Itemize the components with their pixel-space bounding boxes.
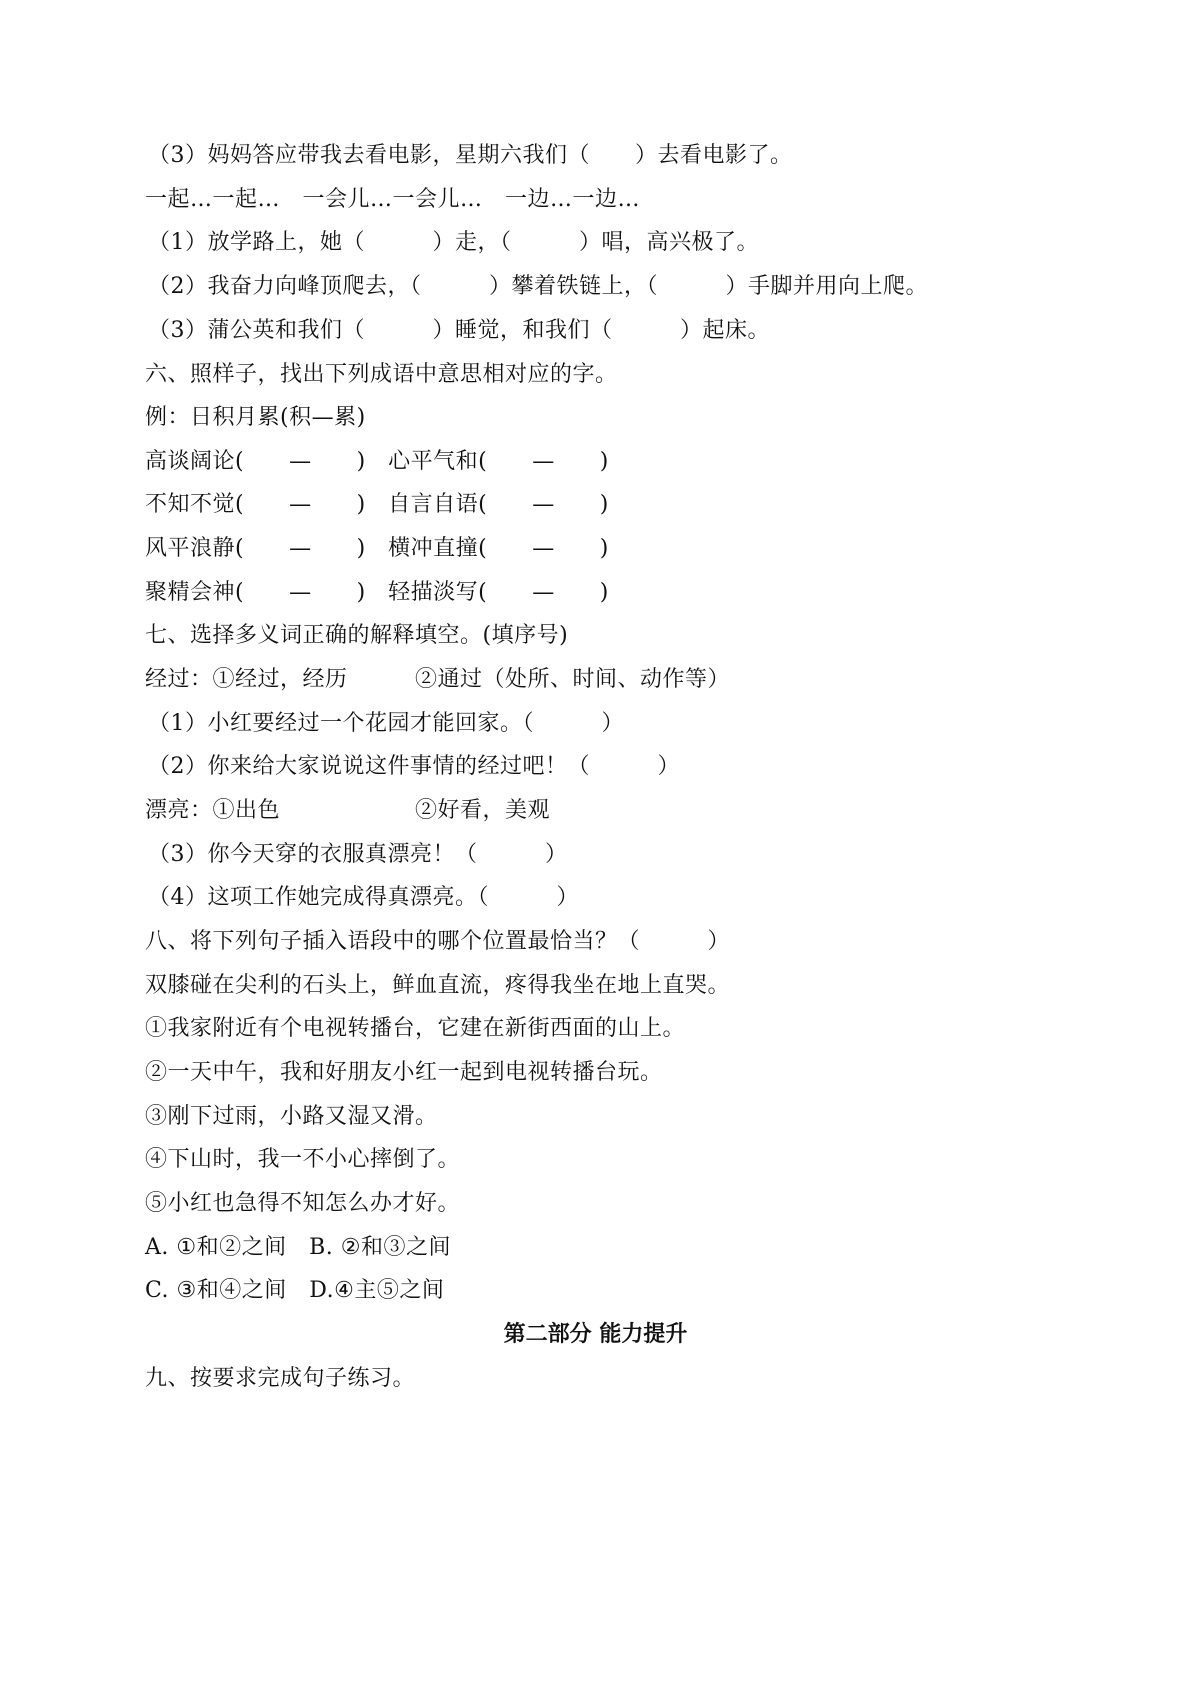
idiom-row: 不知不觉( — ) 自言自语( — ) — [145, 492, 609, 517]
section-title-9: 九、按要求完成句子练习。 — [145, 1366, 416, 1391]
text-line: （2）我奋力向峰顶爬去，（ ）攀着铁链上，（ ）手脚并用向上爬。 — [148, 274, 928, 299]
section-title-8: 八、将下列句子插入语段中的哪个位置最恰当？（ ） — [145, 929, 731, 954]
answer-options: C. ③和④之间 D.④主⑤之间 — [145, 1278, 445, 1303]
definition-line: 经过：①经过，经历 ②通过（处所、时间、动作等） — [145, 667, 731, 692]
answer-options: A. ①和②之间 B. ②和③之间 — [145, 1235, 451, 1260]
question-line: （3）你今天穿的衣服真漂亮！（ ） — [148, 842, 568, 867]
question-line: （2）你来给大家说说这件事情的经过吧！（ ） — [148, 754, 680, 779]
idiom-row: 聚精会神( — ) 轻描淡写( — ) — [145, 580, 609, 605]
text-line: （1）放学路上，她（ ）走，（ ）唱，高兴极了。 — [148, 230, 759, 255]
insert-sentence: 双膝碰在尖利的石头上，鲜血直流，疼得我坐在地上直哭。 — [145, 973, 731, 998]
definition-line: 漂亮：①出色 ②好看，美观 — [145, 798, 551, 823]
idiom-row: 风平浪静( — ) 横冲直撞( — ) — [145, 536, 609, 561]
passage-sentence: ②一天中午，我和好朋友小红一起到电视转播台玩。 — [145, 1060, 663, 1085]
section-title-6: 六、照样子，找出下列成语中意思相对应的字。 — [145, 362, 618, 387]
text-line: （3）妈妈答应带我去看电影，星期六我们（ ）去看电影了。 — [148, 143, 793, 168]
idiom-row: 高谈阔论( — ) 心平气和( — ) — [145, 449, 609, 474]
text-line: 一起…一起… 一会儿…一会儿… 一边…一边… — [145, 187, 641, 212]
section-heading: 第二部分 能力提升 — [503, 1322, 688, 1347]
text-line: （3）蒲公英和我们（ ）睡觉，和我们（ ）起床。 — [148, 318, 770, 343]
question-line: （1）小红要经过一个花园才能回家。（ ） — [148, 711, 624, 736]
passage-sentence: ①我家附近有个电视转播台，它建在新街西面的山上。 — [145, 1016, 686, 1041]
passage-sentence: ③刚下过雨，小路又湿又滑。 — [145, 1104, 438, 1129]
passage-sentence: ④下山时，我一不小心摔倒了。 — [145, 1147, 461, 1172]
example-line: 例：日积月累(积—累) — [145, 405, 366, 430]
section-title-7: 七、选择多义词正确的解释填空。(填序号) — [145, 623, 569, 648]
passage-sentence: ⑤小红也急得不知怎么办才好。 — [145, 1191, 461, 1216]
question-line: （4）这项工作她完成得真漂亮。（ ） — [148, 885, 579, 910]
